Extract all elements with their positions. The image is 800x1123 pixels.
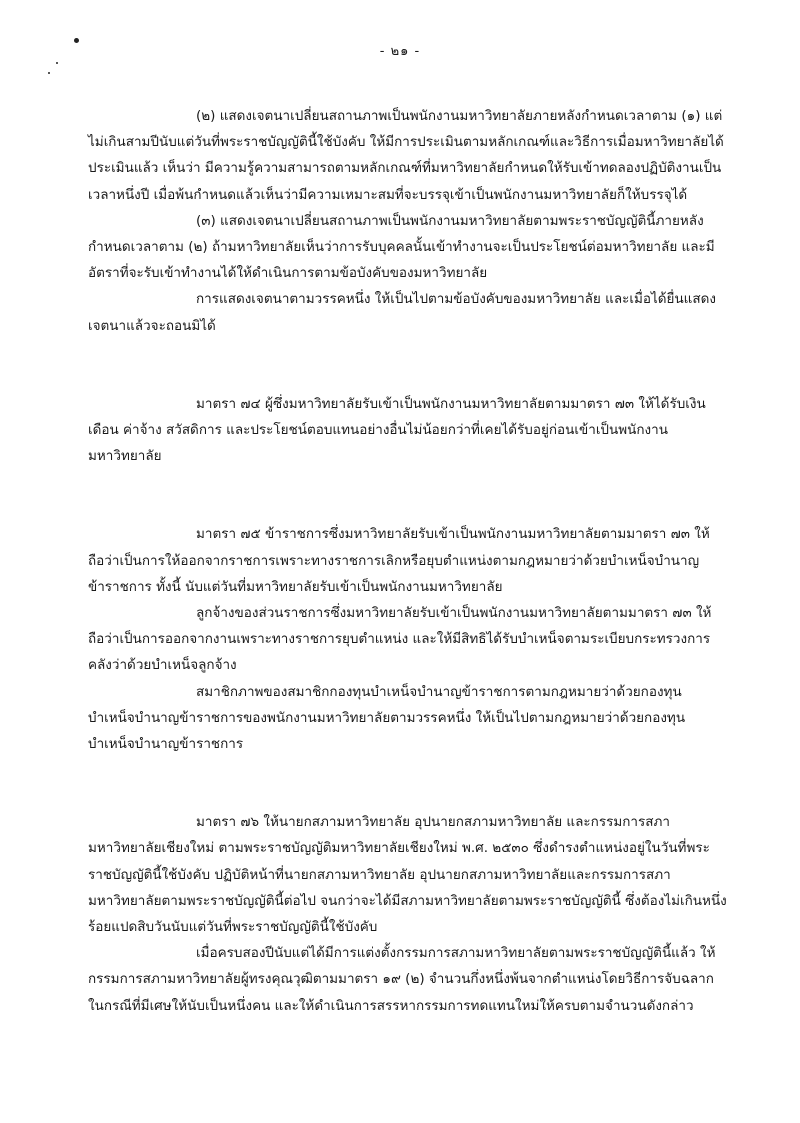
section-76: มาตรา ๗๖ ให้นายกสภามหาวิทยาลัย อุปนายกสภามหาวิทยาลัย และกรรมการสภามหาวิทยาลัยเชียงใหม่ ตามพระราชบัญญัติมหาวิทยาลัยเชียงใหม่ พ.ศ. ๒๕๓๐ ซึ่งดำรงตำแหน่งอยู่ในวันที่พระราชบัญญัตินี้ใช้บังคับ ปฏิบัติหน้าที่นายกสภามหาวิทยาลัย อุปนายกสภามหาวิทยาลัยและกรรมการสภามหาวิทยาลัยตามพระราชบัญญัตินี้ต่อไป จนกว่าจะได้มีสภามหาวิทยาลัยตามพระราชบัญญัตินี้ ซึ่งต้องไม่เกินหนึ่งร้อยแปดสิบวันนับแต่วันที่พระราชบัญญัตินี้ใช้บังคับ <box>88 814 727 936</box>
section-74: มาตรา ๗๔ ผู้ซึ่งมหาวิทยาลัยรับเข้าเป็นพนักงานมหาวิทยาลัยตามมาตรา ๗๓ ให้ได้รับเงินเดือน ค่าจ้าง สวัสดิการ และประโยชน์ตอบแทนอย่างอื่นไม่น้อยกว่าที่เคยได้รับอยู่ก่อนเข้าเป็นพนักงานมหาวิทยาลัย <box>88 395 706 465</box>
section-75-pension-fund: สมาชิกภาพของสมาชิกกองทุนบำเหน็จบำนาญข้าราชการตามกฎหมายว่าด้วยกองทุนบำเหน็จบำนาญข้าราชการของพนักงานมหาวิทยาลัยตามวรรคหนึ่ง ให้เป็นไปตามกฎหมายว่าด้วยกองทุนบำเหน็จบำนาญข้าราชการ <box>88 683 686 753</box>
paragraph-declaration: การแสดงเจตนาตามวรรคหนึ่ง ให้เป็นไปตามข้อบังคับของมหาวิทยาลัย และเมื่อได้ยื่นแสดงเจตนาแล้วจะถอนมิได้ <box>88 291 716 334</box>
paragraph-clause-3: (๓) แสดงเจตนาเปลี่ยนสถานภาพเป็นพนักงานมหาวิทยาลัยตามพระราชบัญญัตินี้ภายหลังกำหนดเวลาตาม (๒) ถ้ามหาวิทยาลัยเห็นว่าการรับบุคคลนั้นเข้าทำงานจะเป็นประโยชน์ต่อมหาวิทยาลัย และมีอัตราที่จะรับเข้าทำงานได้ให้ดำเนินการตามข้อบังคับของมหาวิทยาลัย <box>88 212 715 282</box>
page-number: - ๒๑ - <box>379 44 421 59</box>
paragraph-clause-2: (๒) แสดงเจตนาเปลี่ยนสถานภาพเป็นพนักงานมหาวิทยาลัยภายหลังกำหนดเวลาตาม (๑) แต่ไม่เกินสามปีนับแต่วันที่พระราชบัญญัตินี้ใช้บังคับ ให้มีการประเมินตามหลักเกณฑ์และวิธีการเมื่อมหาวิทยาลัยได้ประเมินแล้ว เห็นว่า มีความรู้ความสามารถตามหลักเกณฑ์ที่มหาวิทยาลัยกำหนดให้รับเข้าทดลองปฏิบัติงานเป็นเวลาหนึ่งปี เมื่อพ้นกำหนดแล้วเห็นว่ามีความเหมาะสมที่จะบรรจุเข้าเป็นพนักงานมหาวิทยาลัยก็ให้บรรจุได้ <box>88 108 724 203</box>
section-75: มาตรา ๗๕ ข้าราชการซึ่งมหาวิทยาลัยรับเข้าเป็นพนักงานมหาวิทยาลัยตามมาตรา ๗๓ ให้ถือว่าเป็นการให้ออกจากราชการเพราะทางราชการเลิกหรือยุบตำแหน่งตามกฎหมายว่าด้วยบำเหน็จบำนาญข้าราชการ ทั้งนี้ นับแต่วันที่มหาวิทยาลัยรับเข้าเป็นพนักงานมหาวิทยาลัย <box>88 526 710 595</box>
section-76-term: เมื่อครบสองปีนับแต่ได้มีการแต่งตั้งกรรมการสภามหาวิทยาลัยตามพระราชบัญญัตินี้แล้ว ให้กรรมการสภามหาวิทยาลัยผู้ทรงคุณวุฒิตามมาตรา ๑๙ (๒) จำนวนกึ่งหนึ่งพ้นจากตำแหน่งโดยวิธีการจับฉลาก ในกรณีที่มีเศษให้นับเป็นหนึ่งคน และให้ดำเนินการสรรหากรรมการทดแทนใหม่ให้ครบตามจำนวนดังกล่าว <box>88 945 716 1014</box>
scan-speck <box>56 62 58 64</box>
section-75-employees: ลูกจ้างของส่วนราชการซึ่งมหาวิทยาลัยรับเข้าเป็นพนักงานมหาวิทยาลัยตามมาตรา ๗๓ ให้ถือว่าเป็นการออกจากงานเพราะทางราชการยุบตำแหน่ง และให้มีสิทธิได้รับบำเหน็จตามระเบียบกระทรวงการคลังว่าด้วยบำเหน็จลูกจ้าง <box>88 605 712 674</box>
document-body <box>88 103 728 1019</box>
scan-speck <box>48 72 50 74</box>
